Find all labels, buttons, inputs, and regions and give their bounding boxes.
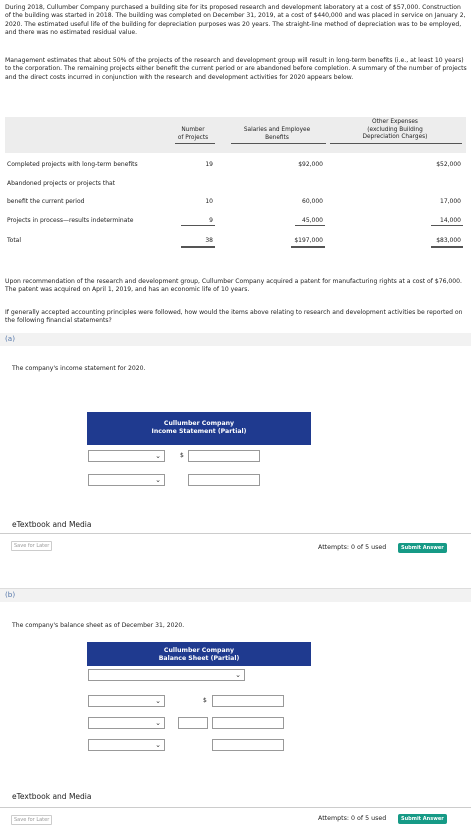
- part-b-instruction: The company's balance sheet as of December 31, 2020.: [12, 622, 185, 629]
- chevron-down-icon: ⌄: [155, 476, 161, 484]
- balance-sheet-header: [87, 642, 311, 666]
- submit-answer-button[interactable]: Submit Answer: [398, 814, 447, 824]
- cell-other: $52,000: [436, 161, 461, 168]
- header-salaries: Salaries and Employee Benefits: [243, 127, 311, 141]
- chevron-down-icon: ⌄: [155, 719, 161, 727]
- balance-line-select-1[interactable]: [88, 695, 165, 707]
- statement-title: Balance Sheet (Partial): [158, 655, 240, 662]
- balance-line-select-2[interactable]: [88, 717, 165, 729]
- income-line-select-2[interactable]: [88, 474, 165, 486]
- question-text: If generally accepted accounting principles were followed, how would the items above relating to research and development activities be reported on the following financial statements?: [5, 309, 463, 325]
- rd-summary-table: [5, 117, 466, 256]
- balance-amount-input-3[interactable]: [212, 739, 284, 751]
- header-other-expenses: Other Expenses (excluding Building Depreciation Charges): [362, 119, 428, 140]
- statement-title: Income Statement (Partial): [151, 428, 247, 435]
- income-amount-input-2[interactable]: [188, 474, 260, 486]
- cell-other: 17,000: [440, 198, 461, 205]
- part-a-label: (a): [5, 334, 16, 343]
- save-for-later-button[interactable]: Save for Later: [11, 541, 52, 551]
- income-line-select-1[interactable]: [88, 450, 165, 462]
- cell-salaries: 45,000: [302, 217, 323, 224]
- part-a-instruction: The company's income statement for 2020.: [12, 365, 146, 372]
- income-amount-input-1[interactable]: [188, 450, 260, 462]
- cell-projects: 10: [205, 198, 213, 205]
- save-for-later-button[interactable]: Save for Later: [11, 815, 52, 825]
- balance-line-select-3[interactable]: [88, 739, 165, 751]
- cell-salaries: $92,000: [298, 161, 323, 168]
- cell-other: 14,000: [440, 217, 461, 224]
- row-label-abandoned: benefit the current period: [7, 198, 85, 205]
- row-label-abandoned-line1: Abandoned projects or projects that: [7, 180, 116, 187]
- patent-text: Upon recommendation of the research and development group, Cullumber Company acquired a patent for manufacturing rights at a cost of $76,000. The patent was acquired on April 1, 2019, and has an economic life of 10 years.: [5, 278, 462, 294]
- row-label-in-process: Projects in process—results indeterminate: [7, 217, 134, 224]
- row-label-total: Total: [7, 237, 22, 244]
- balance-amount-input-2b[interactable]: [212, 717, 284, 729]
- etextbook-link[interactable]: eTextbook and Media: [12, 520, 92, 529]
- chevron-down-icon: ⌄: [235, 671, 241, 679]
- company-name: Cullumber Company: [163, 647, 235, 654]
- cell-projects: 9: [209, 217, 213, 224]
- header-projects: Number of Projects: [177, 127, 209, 141]
- management-estimate: Management estimates that about 50% of the projects of the research and development group will result in long-term benefits (i.e., at least 10 years) to the corporation. The remaining projects either benefit the current period or are abandoned before completion. A summary of the number of projects and the direct costs incurred in conjunction with the research and development activities for 2020 appears below.: [5, 57, 467, 81]
- income-statement-header: [87, 412, 311, 445]
- attempts-counter: Attempts: 0 of 5 used: [318, 815, 387, 822]
- row-label-completed: Completed projects with long-term benefits: [7, 161, 138, 168]
- cell-salaries: 60,000: [302, 198, 323, 205]
- dollar-sign: $: [180, 452, 184, 459]
- cell-projects: 38: [205, 237, 213, 244]
- chevron-down-icon: ⌄: [155, 697, 161, 705]
- cell-salaries: $197,000: [294, 237, 323, 244]
- part-b-label: (b): [5, 590, 16, 599]
- dollar-sign: $: [203, 697, 207, 704]
- balance-amount-input-1[interactable]: [212, 695, 284, 707]
- cell-other: $83,000: [436, 237, 461, 244]
- balance-heading-select[interactable]: [88, 669, 245, 681]
- chevron-down-icon: ⌄: [155, 452, 161, 460]
- attempts-counter: Attempts: 0 of 5 used: [318, 544, 387, 551]
- cell-projects: 19: [205, 161, 213, 168]
- company-name: Cullumber Company: [163, 420, 235, 427]
- problem-intro: During 2018, Cullumber Company purchased a building site for its proposed research and development laboratory at a cost of $57,000. Construction of the building was started in 2018. The building was completed on December 31, 2019, at a cost of $440,000 and was placed in service on January 2, 2020. The estimated useful life of the building for depreciation purposes was 20 years. The straight-line method of depreciation was to be employed, and there was no estimated residual value.: [5, 4, 466, 36]
- etextbook-link[interactable]: eTextbook and Media: [12, 792, 92, 801]
- balance-amount-input-2a[interactable]: [178, 717, 208, 729]
- submit-answer-button[interactable]: Submit Answer: [398, 543, 447, 553]
- chevron-down-icon: ⌄: [155, 741, 161, 749]
